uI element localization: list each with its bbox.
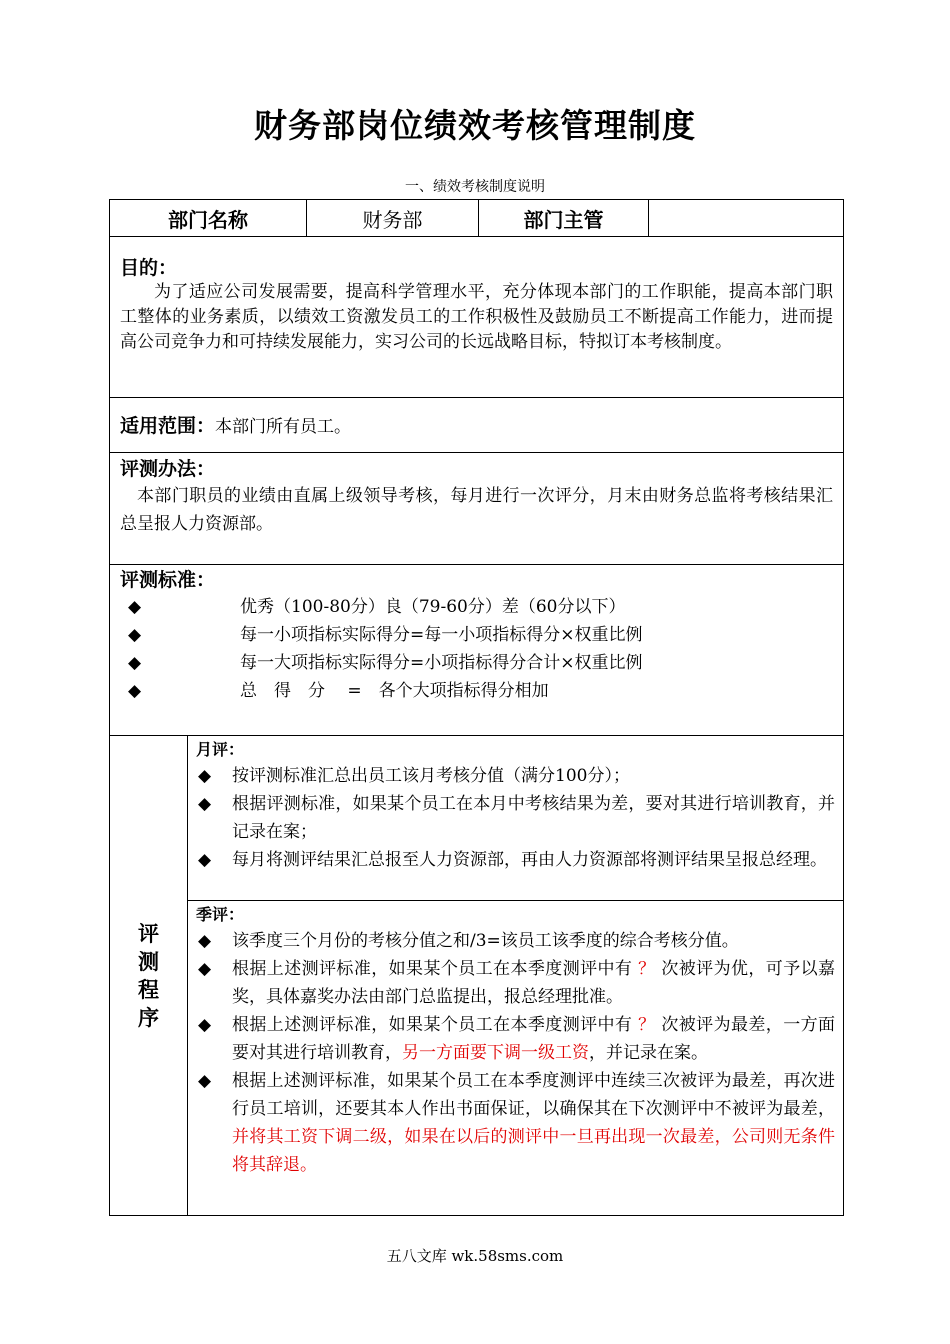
standard-item <box>120 649 833 677</box>
diamond-bullet-icon: ◆ <box>198 1015 212 1035</box>
quarterly-title: 季评： <box>196 905 245 924</box>
diamond-bullet-icon: ◆ <box>198 850 212 870</box>
standard-section <box>109 565 844 736</box>
quarterly-item: ◆ 根据上述测评标准，如果某个员工在本季度测评中有 ？ 次被评为最差，一方面要对其进行培训教育，另一方面要下调一级工资，并记录在案。 <box>196 1011 835 1067</box>
monthly-review <box>188 736 843 901</box>
method-label: 评测办法： <box>120 458 216 480</box>
diamond-bullet-icon: ◆ <box>198 1071 212 1091</box>
highlight-text: 另一方面要下调一级工资 <box>402 1043 589 1063</box>
standard-item-text: 优秀（100-80分）良（79-60分）差（60分以下） <box>240 597 626 617</box>
monthly-item: ◆ 每月将测评结果汇总报至人力资源部，再由人力资源部将测评结果呈报总经理。 <box>196 846 835 874</box>
scope-text: 本部门所有员工。 <box>215 417 352 437</box>
scope-label: 适用范围： <box>120 415 216 437</box>
purpose-text: 为了适应公司发展需要，提高科学管理水平，充分体现本部门的工作职能，提高本部门职工整体的业务素质，以绩效工资激发员工的工作积极性及鼓励员工不断提高工作能力，进而提高公司竞争力和可持续发展能力，实习公司的长远战略目标，特拟订本考核制度。 <box>120 282 833 352</box>
purpose-section <box>109 237 844 398</box>
scope-section <box>109 398 844 453</box>
quarterly-item: ◆ 该季度三个月份的考核分值之和/3=该员工该季度的综合考核分值。 <box>196 927 835 955</box>
highlight-text: 并将其工资下调二级，如果在以后的测评中一旦再出现一次最差，公司则无条件将其辞退。 <box>232 1127 835 1175</box>
footer-watermark: 五八文库 wk.58sms.com <box>386 1247 564 1265</box>
quarterly-review <box>188 901 843 1215</box>
procedure-label-char: 序 <box>138 1005 159 1030</box>
standard-item-text: 总 得 分 = 各个大项指标得分相加 <box>240 681 549 701</box>
purpose-label: 目的： <box>120 257 178 279</box>
method-text: 本部门职员的业绩由直属上级领导考核，每月进行一次评分，月末由财务总监将考核结果汇总呈报人力资源部。 <box>120 486 833 534</box>
quarterly-item: ◆ 根据上述测评标准，如果某个员工在本季度测评中有 ？ 次被评为优，可予以嘉奖，具体嘉奖办法由部门总监提出，报总经理批准。 <box>196 955 835 1011</box>
diamond-bullet-icon: ◆ <box>128 625 142 645</box>
standard-item-text: 每一大项指标实际得分=小项指标得分合计×权重比例 <box>240 653 643 673</box>
monthly-item: ◆ 根据评测标准，如果某个员工在本月中考核结果为差，要对其进行培训教育，并记录在案； <box>196 790 835 846</box>
procedure-label-char: 测 <box>138 949 159 974</box>
diamond-bullet-icon: ◆ <box>198 959 212 979</box>
diamond-bullet-icon: ◆ <box>128 597 142 617</box>
procedure-label-char: 程 <box>138 977 159 1002</box>
diamond-bullet-icon: ◆ <box>128 681 142 701</box>
standard-item <box>120 677 833 705</box>
dept-name-label: 部门名称 <box>110 200 307 236</box>
method-section <box>109 453 844 565</box>
diamond-bullet-icon: ◆ <box>198 766 212 786</box>
standard-label: 评测标准： <box>120 569 216 591</box>
procedure-body <box>188 736 843 1215</box>
dept-name-value: 财务部 <box>307 200 479 236</box>
quarterly-item: ◆ 根据上述测评标准，如果某个员工在本季度测评中连续三次被评为最差，再次进行员工培训，还要其本人作出书面保证，以确保其在下次测评中不被评为最差，并将其工资下调二级，如果在以后的测评中一旦再出现一次最差，公司则无条件将其辞退。 <box>196 1067 835 1179</box>
diamond-bullet-icon: ◆ <box>198 931 212 951</box>
procedure-label <box>110 736 188 1215</box>
dept-manager-label: 部门主管 <box>479 200 649 236</box>
standard-item-text: 每一小项指标实际得分=每一小项指标得分×权重比例 <box>240 625 643 645</box>
standard-item <box>120 593 833 621</box>
standard-item <box>120 621 833 649</box>
header-row <box>109 199 844 237</box>
diamond-bullet-icon: ◆ <box>128 653 142 673</box>
procedure-section <box>109 736 844 1216</box>
monthly-title: 月评： <box>196 740 245 759</box>
monthly-item: ◆ 按评测标准汇总出员工该月考核分值（满分100分）； <box>196 762 835 790</box>
diamond-bullet-icon: ◆ <box>198 794 212 814</box>
section-subtitle: 一、绩效考核制度说明 <box>405 179 545 195</box>
placeholder-mark: ？ <box>638 1015 656 1035</box>
document-title: 财务部岗位绩效考核管理制度 <box>254 106 696 145</box>
dept-manager-value <box>649 200 843 236</box>
procedure-label-char: 评 <box>138 921 159 946</box>
placeholder-mark: ？ <box>638 959 656 979</box>
